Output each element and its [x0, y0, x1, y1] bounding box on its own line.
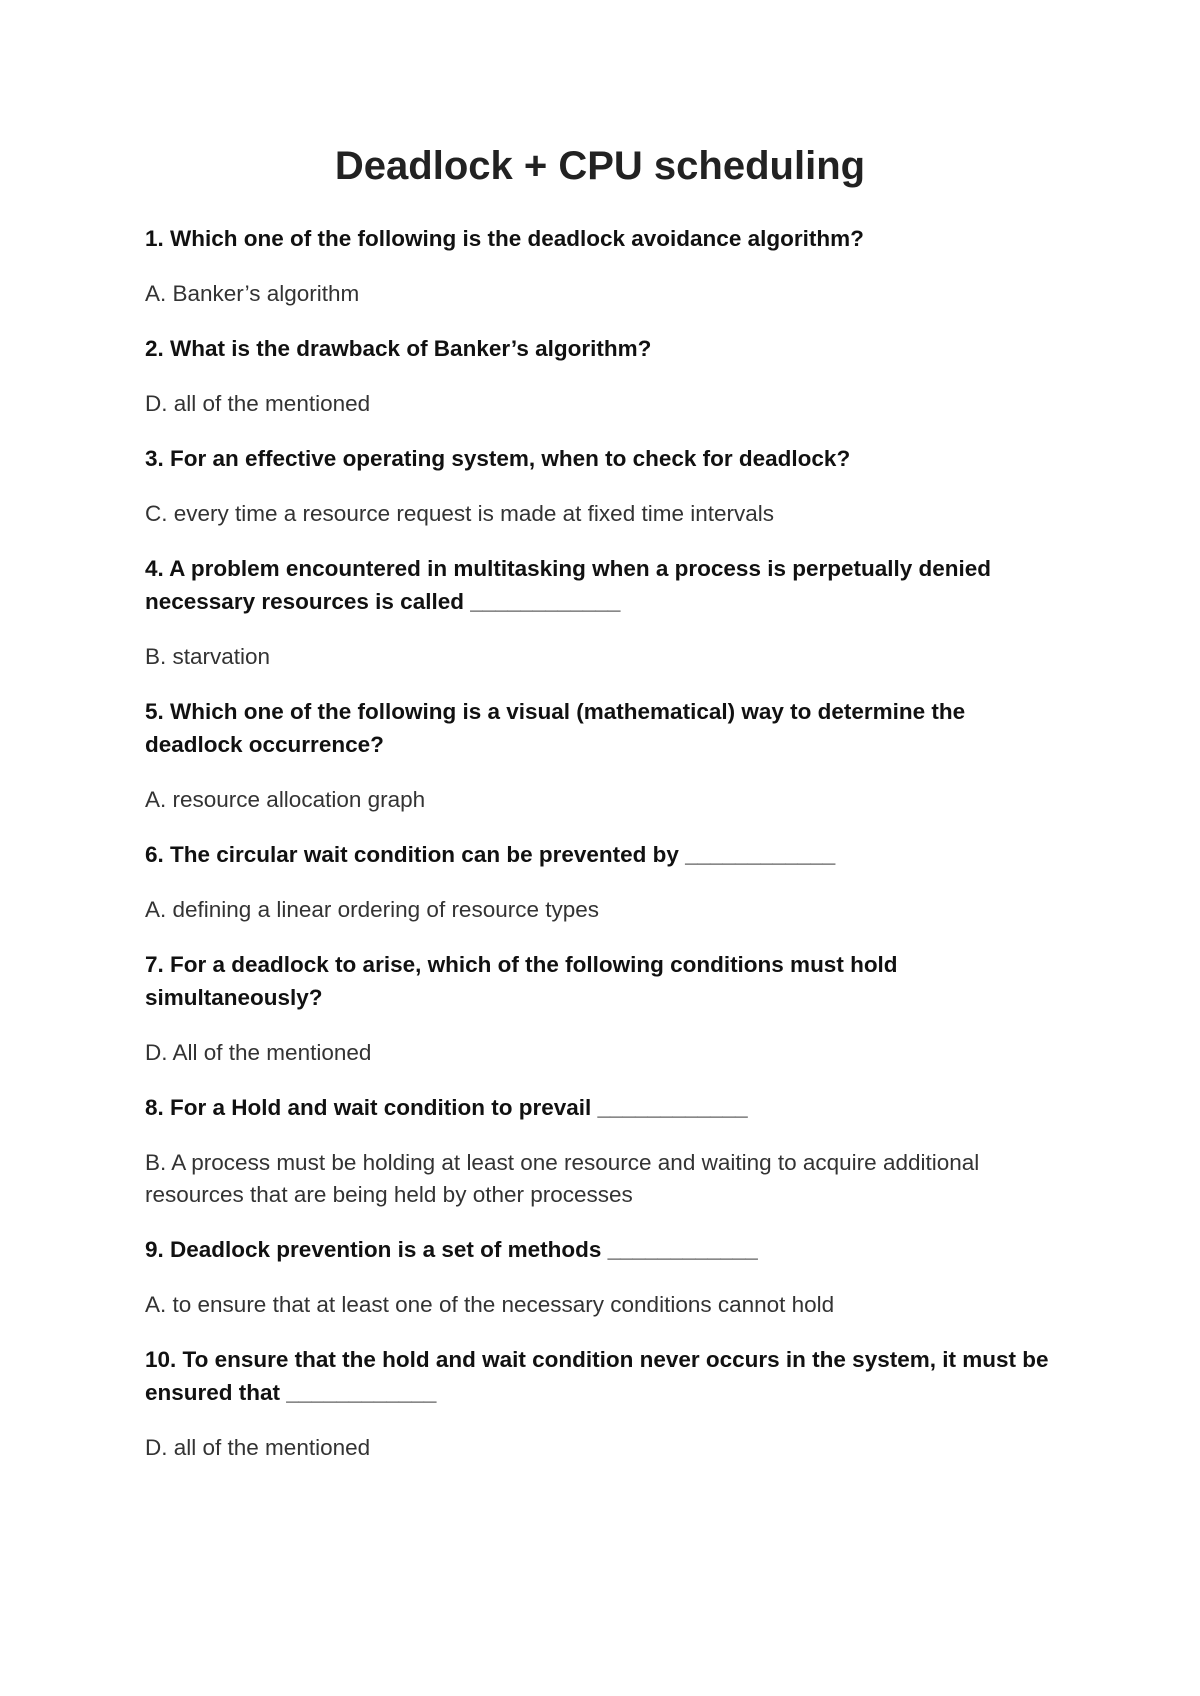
question-item-6	[145, 838, 1055, 926]
question-item-1	[145, 222, 1055, 310]
question-text: 3. For an effective operating system, when to check for deadlock?	[145, 446, 851, 471]
answer-text: A. defining a linear ordering of resource types	[145, 897, 600, 922]
question-text: 6. The circular wait condition can be prevented by ____________	[145, 842, 836, 867]
question-item-3	[145, 442, 1055, 530]
question-text: 5. Which one of the following is a visual (mathematical) way to determine the deadlock occurrence?	[145, 699, 966, 757]
question-item-9	[145, 1233, 1055, 1321]
answer-text: C. every time a resource request is made at fixed time intervals	[145, 501, 775, 526]
answer-text: A. to ensure that at least one of the necessary conditions cannot hold	[145, 1292, 835, 1317]
answer-text: B. A process must be holding at least one resource and waiting to acquire additional resources that are being held by other processes	[145, 1150, 980, 1207]
question-item-8	[145, 1091, 1055, 1211]
question-list	[145, 222, 1055, 1486]
answer-text: D. all of the mentioned	[145, 391, 371, 416]
question-text: 9. Deadlock prevention is a set of methods ____________	[145, 1237, 758, 1262]
question-text: 2. What is the drawback of Banker’s algorithm?	[145, 336, 652, 361]
answer-text: D. All of the mentioned	[145, 1040, 372, 1065]
page-title: Deadlock + CPU scheduling	[334, 144, 866, 188]
answer-text: A. resource allocation graph	[145, 787, 426, 812]
question-text: 10. To ensure that the hold and wait condition never occurs in the system, it must be ensured that ____________	[145, 1347, 1049, 1405]
question-item-7	[145, 948, 1055, 1069]
question-item-4	[145, 552, 1055, 673]
question-item-10	[145, 1343, 1055, 1464]
question-item-5	[145, 695, 1055, 816]
question-text: 1. Which one of the following is the deadlock avoidance algorithm?	[145, 226, 864, 251]
question-item-2	[145, 332, 1055, 420]
answer-text: B. starvation	[145, 644, 271, 669]
question-text: 4. A problem encountered in multitasking when a process is perpetually denied necessary resources is called ____________	[145, 556, 992, 614]
question-text: 7. For a deadlock to arise, which of the following conditions must hold simultaneously?	[145, 952, 898, 1010]
question-text: 8. For a Hold and wait condition to prevail ____________	[145, 1095, 748, 1120]
answer-text: D. all of the mentioned	[145, 1435, 371, 1460]
answer-text: A. Banker’s algorithm	[145, 281, 360, 306]
